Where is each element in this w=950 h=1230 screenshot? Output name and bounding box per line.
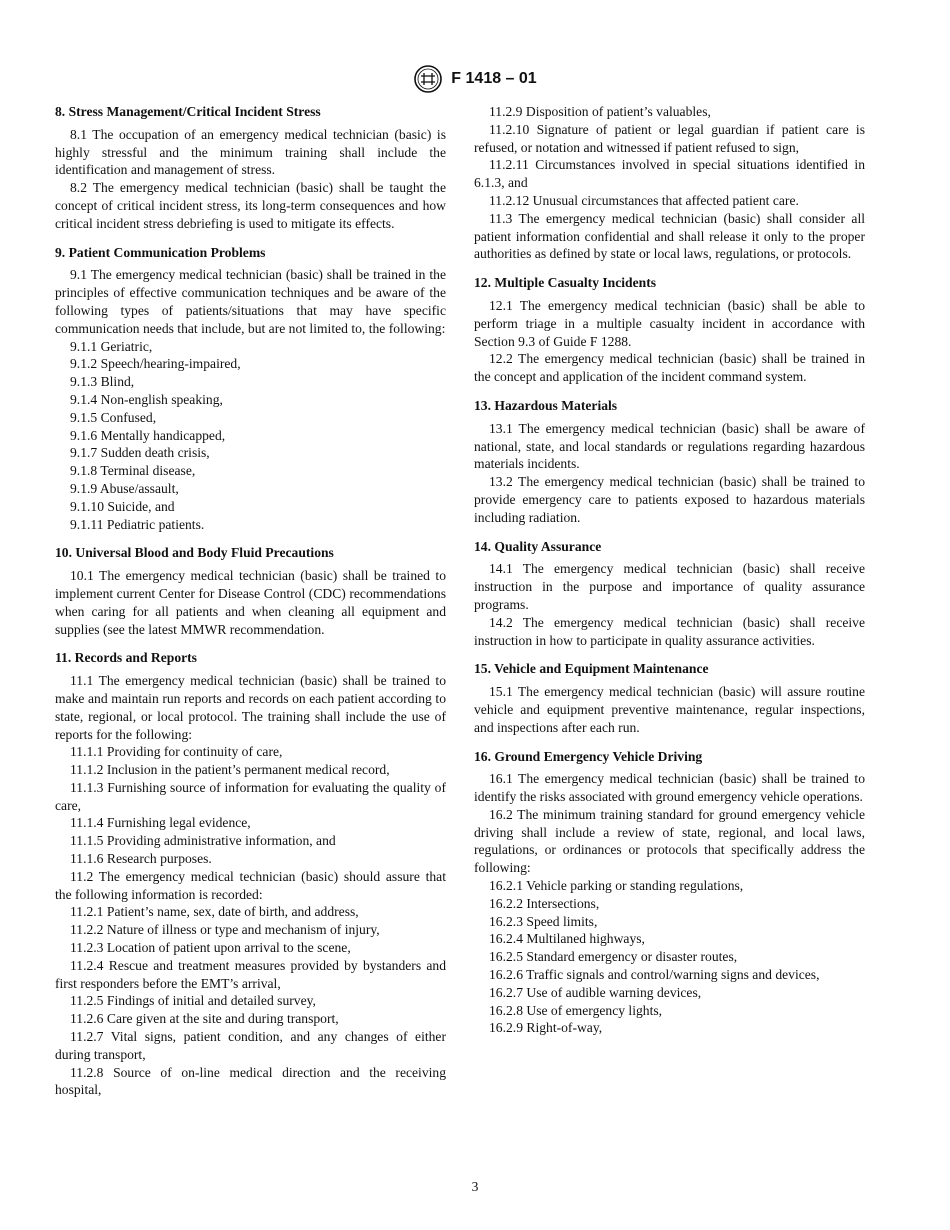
list-item: 9.1.4 Non-english speaking, [70,391,223,407]
standard-designation: F 1418 – 01 [451,70,537,87]
paragraph: 8.1 The occupation of an emergency medical technician (basic) is highly stressful and the minimum training shall include the identification and management of stress. [55,126,446,178]
paragraph: 13.1 The emergency medical technician (basic) shall be aware of national, state, and local standards or regulations regarding hazardous materials incidents. [474,420,865,472]
paragraph: 14.2 The emergency medical technician (basic) shall receive instruction in how to participate in quality assurance activities. [474,614,865,648]
paragraph: 12.2 The emergency medical technician (basic) shall be trained in the concept and application of the incident command system. [474,351,865,385]
paragraph: 9.1 The emergency medical technician (basic) shall be trained in the principles of effective communication techniques and be aware of the following types of patients/situations that may have specific communication needs that include, but are not limited to, the following: [55,267,446,336]
list-item: 11.2.3 Location of patient upon arrival to the scene, [70,940,351,956]
section-heading: 10. Universal Blood and Body Fluid Precautions [55,545,334,561]
list-item: 9.1.9 Abuse/assault, [70,480,179,496]
list-item: 9.1.7 Sudden death crisis, [70,445,210,461]
list-item: 11.1.6 Research purposes. [70,851,212,867]
list-item: 11.2.11 Circumstances involved in special situations identified in 6.1.3, and [474,157,865,191]
list-item: 9.1.2 Speech/hearing-impaired, [70,356,241,372]
list-item: 11.2.4 Rescue and treatment measures provided by bystanders and first responders before the EMT’s arrival, [55,957,446,991]
left-column [55,103,446,1099]
section-heading: 15. Vehicle and Equipment Maintenance [474,661,709,677]
list-item: 16.2.2 Intersections, [489,895,600,911]
paragraph: 12.1 The emergency medical technician (basic) shall be able to perform triage in a multiple casualty incident in accordance with Section 9.3 of Guide F 1288. [474,297,865,349]
paragraph: 11.3 The emergency medical technician (basic) shall consider all patient information confidential and shall release it only to the proper authorities as defined by state or local laws, regulations, or protocols. [474,210,865,262]
paragraph: 10.1 The emergency medical technician (basic) shall be trained to implement current Center for Disease Control (CDC) recommendations when caring for all patients and when cleaning all equipment and supplies (see the latest MMWR recommendation. [55,568,446,637]
list-item: 11.2.5 Findings of initial and detailed survey, [70,993,316,1009]
paragraph: 11.1 The emergency medical technician (basic) shall be trained to make and maintain run reports and records on each patient according to state, regional, or local protocol. The training shall include the use of reports for the following: [55,673,446,742]
paragraph: 16.2 The minimum training standard for ground emergency vehicle driving shall include a review of state, regional, and local laws, regulations, or ordinances or protocols that specifically address the following: [474,806,865,876]
paragraph: 13.2 The emergency medical technician (basic) shall be trained to provide emergency care to patients exposed to hazardous materials including radiation. [474,474,865,525]
list-item: 9.1.6 Mentally handicapped, [70,427,226,443]
paragraph: 8.2 The emergency medical technician (basic) shall be taught the concept of critical incident stress, its long-term consequences and how critical incident stress debriefing is used to mitigate its effects. [55,180,446,231]
list-item: 9.1.10 Suicide, and [70,498,175,514]
section-heading: 13. Hazardous Materials [474,397,618,413]
list-item: 16.2.7 Use of audible warning devices, [489,984,702,1000]
list-item: 16.2.3 Speed limits, [489,913,598,929]
list-item: 11.1.4 Furnishing legal evidence, [70,815,251,831]
list-item: 16.2.4 Multilaned highways, [489,931,645,947]
astm-logo-icon [413,64,443,94]
section-heading: 8. Stress Management/Critical Incident Stress [55,104,321,119]
section-heading: 9. Patient Communication Problems [55,244,266,260]
list-item: 16.2.5 Standard emergency or disaster routes, [489,949,738,965]
list-item: 11.2.2 Nature of illness or type and mechanism of injury, [70,922,380,938]
section-heading: 11. Records and Reports [55,650,197,666]
list-item: 9.1.1 Geriatric, [70,338,153,354]
list-item: 16.2.6 Traffic signals and control/warning signs and devices, [489,967,820,983]
right-column [474,103,865,1037]
paragraph: 11.2 The emergency medical technician (basic) should assure that the following information is recorded: [55,868,446,902]
section-heading: 16. Ground Emergency Vehicle Driving [474,748,703,764]
list-item: 16.2.1 Vehicle parking or standing regulations, [489,878,744,894]
list-item: 11.1.2 Inclusion in the patient’s permanent medical record, [70,762,390,778]
list-item: 9.1.8 Terminal disease, [70,463,196,479]
list-item: 9.1.5 Confused, [70,409,157,425]
list-item: 11.2.12 Unusual circumstances that affected patient care. [489,192,799,208]
list-item: 16.2.9 Right-of-way, [489,1020,603,1036]
list-item: 16.2.8 Use of emergency lights, [489,1002,663,1018]
list-item: 9.1.3 Blind, [70,374,135,390]
list-item: 11.2.8 Source of on-line medical direction and the receiving hospital, [55,1064,446,1098]
list-item: 11.2.6 Care given at the site and during transport, [70,1011,339,1027]
list-item: 11.2.1 Patient’s name, sex, date of birth, and address, [70,904,359,920]
list-item: 11.1.3 Furnishing source of information for evaluating the quality of care, [55,779,446,813]
section-heading: 12. Multiple Casualty Incidents [474,275,657,291]
paragraph: 15.1 The emergency medical technician (basic) will assure routine vehicle and equipment preventive maintenance, regular inspections, and inspections after each run. [474,684,865,735]
section-heading: 14. Quality Assurance [474,538,602,554]
list-item: 11.1.1 Providing for continuity of care, [70,744,283,760]
paragraph: 14.1 The emergency medical technician (basic) shall receive instruction in the purpose and importance of quality assurance programs. [474,561,865,612]
paragraph: 16.1 The emergency medical technician (basic) shall be trained to identify the risks associated with ground emergency vehicle operations. [474,771,865,805]
list-item: 11.2.9 Disposition of patient’s valuables, [489,104,711,119]
list-item: 9.1.11 Pediatric patients. [70,516,205,532]
list-item: 11.2.10 Signature of patient or legal guardian if patient care is refused, or notation and witnessed if patient refused to sign, [474,121,865,155]
list-item: 11.2.7 Vital signs, patient condition, and any changes of either during transport, [55,1029,446,1062]
page-number: 3 [471,1179,479,1194]
list-item: 11.1.5 Providing administrative information, and [70,833,336,849]
page-header [0,64,950,94]
